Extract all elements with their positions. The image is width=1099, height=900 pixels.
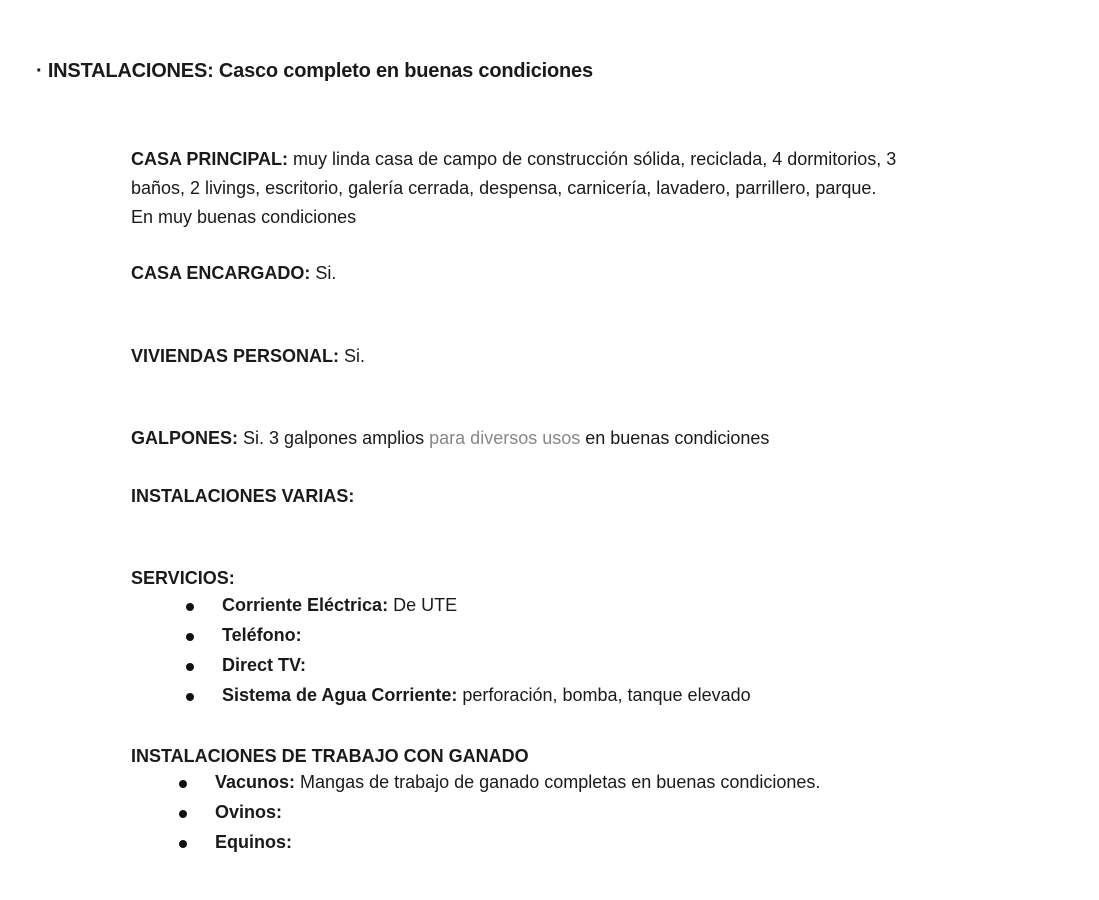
casa-encargado-value: Si. — [315, 263, 337, 283]
bullet-icon — [186, 663, 194, 671]
title-label: INSTALACIONES: — [47, 60, 214, 82]
galpones-value-a: Si. 3 galpones amplios — [243, 428, 425, 448]
servicios-heading — [131, 564, 235, 593]
servicio-item-label: Direct TV: — [222, 655, 307, 675]
title-bullet: · — [36, 60, 43, 82]
casa-principal-line-1 — [131, 145, 1036, 174]
bullet-icon — [179, 780, 187, 788]
casa-principal-text-1: muy linda casa de campo de construcción sólida, reciclada, 4 dormitorios, 3 — [293, 149, 897, 169]
servicio-item — [222, 685, 751, 706]
servicio-item-label: Corriente Eléctrica: — [222, 595, 389, 615]
servicio-item-label: Sistema de Agua Corriente: — [222, 685, 458, 705]
title-text: Casco completo en buenas condiciones — [218, 60, 593, 82]
galpones-value-b: para diversos usos — [429, 428, 581, 448]
ganado-item — [215, 772, 820, 793]
ganado-item-label: Equinos: — [215, 832, 292, 852]
galpones-value-c: en buenas condiciones — [585, 428, 770, 448]
casa-principal-section — [131, 145, 1036, 232]
bullet-icon — [186, 693, 194, 701]
servicio-item — [222, 625, 302, 646]
viviendas-personal-label: VIVIENDAS PERSONAL: — [131, 346, 340, 366]
ganado-item — [215, 802, 282, 823]
instalaciones-varias-line — [131, 482, 354, 511]
trabajo-ganado-heading — [131, 742, 529, 771]
bullet-icon — [186, 603, 194, 611]
ganado-item — [215, 832, 292, 853]
viviendas-personal-line — [131, 342, 365, 371]
casa-principal-line-2: baños, 2 livings, escritorio, galería cerrada, despensa, carnicería, lavadero, parrillero, parque. — [131, 178, 877, 198]
casa-encargado-label: CASA ENCARGADO: — [131, 263, 311, 283]
trabajo-ganado-label: INSTALACIONES DE TRABAJO CON GANADO — [131, 746, 529, 766]
viviendas-personal-value: Si. — [344, 346, 366, 366]
ganado-item-value: Mangas de trabajo de ganado completas en buenas condiciones. — [300, 772, 821, 792]
instalaciones-varias-label: INSTALACIONES VARIAS: — [131, 486, 355, 506]
servicio-item — [222, 595, 457, 616]
servicio-item — [222, 655, 306, 676]
servicios-label: SERVICIOS: — [131, 568, 235, 588]
galpones-label: GALPONES: — [131, 428, 239, 448]
casa-principal-label: CASA PRINCIPAL: — [131, 149, 288, 169]
casa-encargado-line — [131, 259, 336, 288]
servicio-item-value: perforación, bomba, tanque elevado — [462, 685, 751, 705]
bullet-icon — [179, 840, 187, 848]
servicio-item-label: Teléfono: — [222, 625, 302, 645]
bullet-icon — [186, 633, 194, 641]
casa-principal-line-3: En muy buenas condiciones — [131, 207, 357, 227]
bullet-icon — [179, 810, 187, 818]
galpones-line — [131, 424, 769, 453]
ganado-item-label: Vacunos: — [215, 772, 296, 792]
ganado-item-label: Ovinos: — [215, 802, 283, 822]
document-title — [36, 60, 593, 83]
servicio-item-value: De UTE — [393, 595, 458, 615]
